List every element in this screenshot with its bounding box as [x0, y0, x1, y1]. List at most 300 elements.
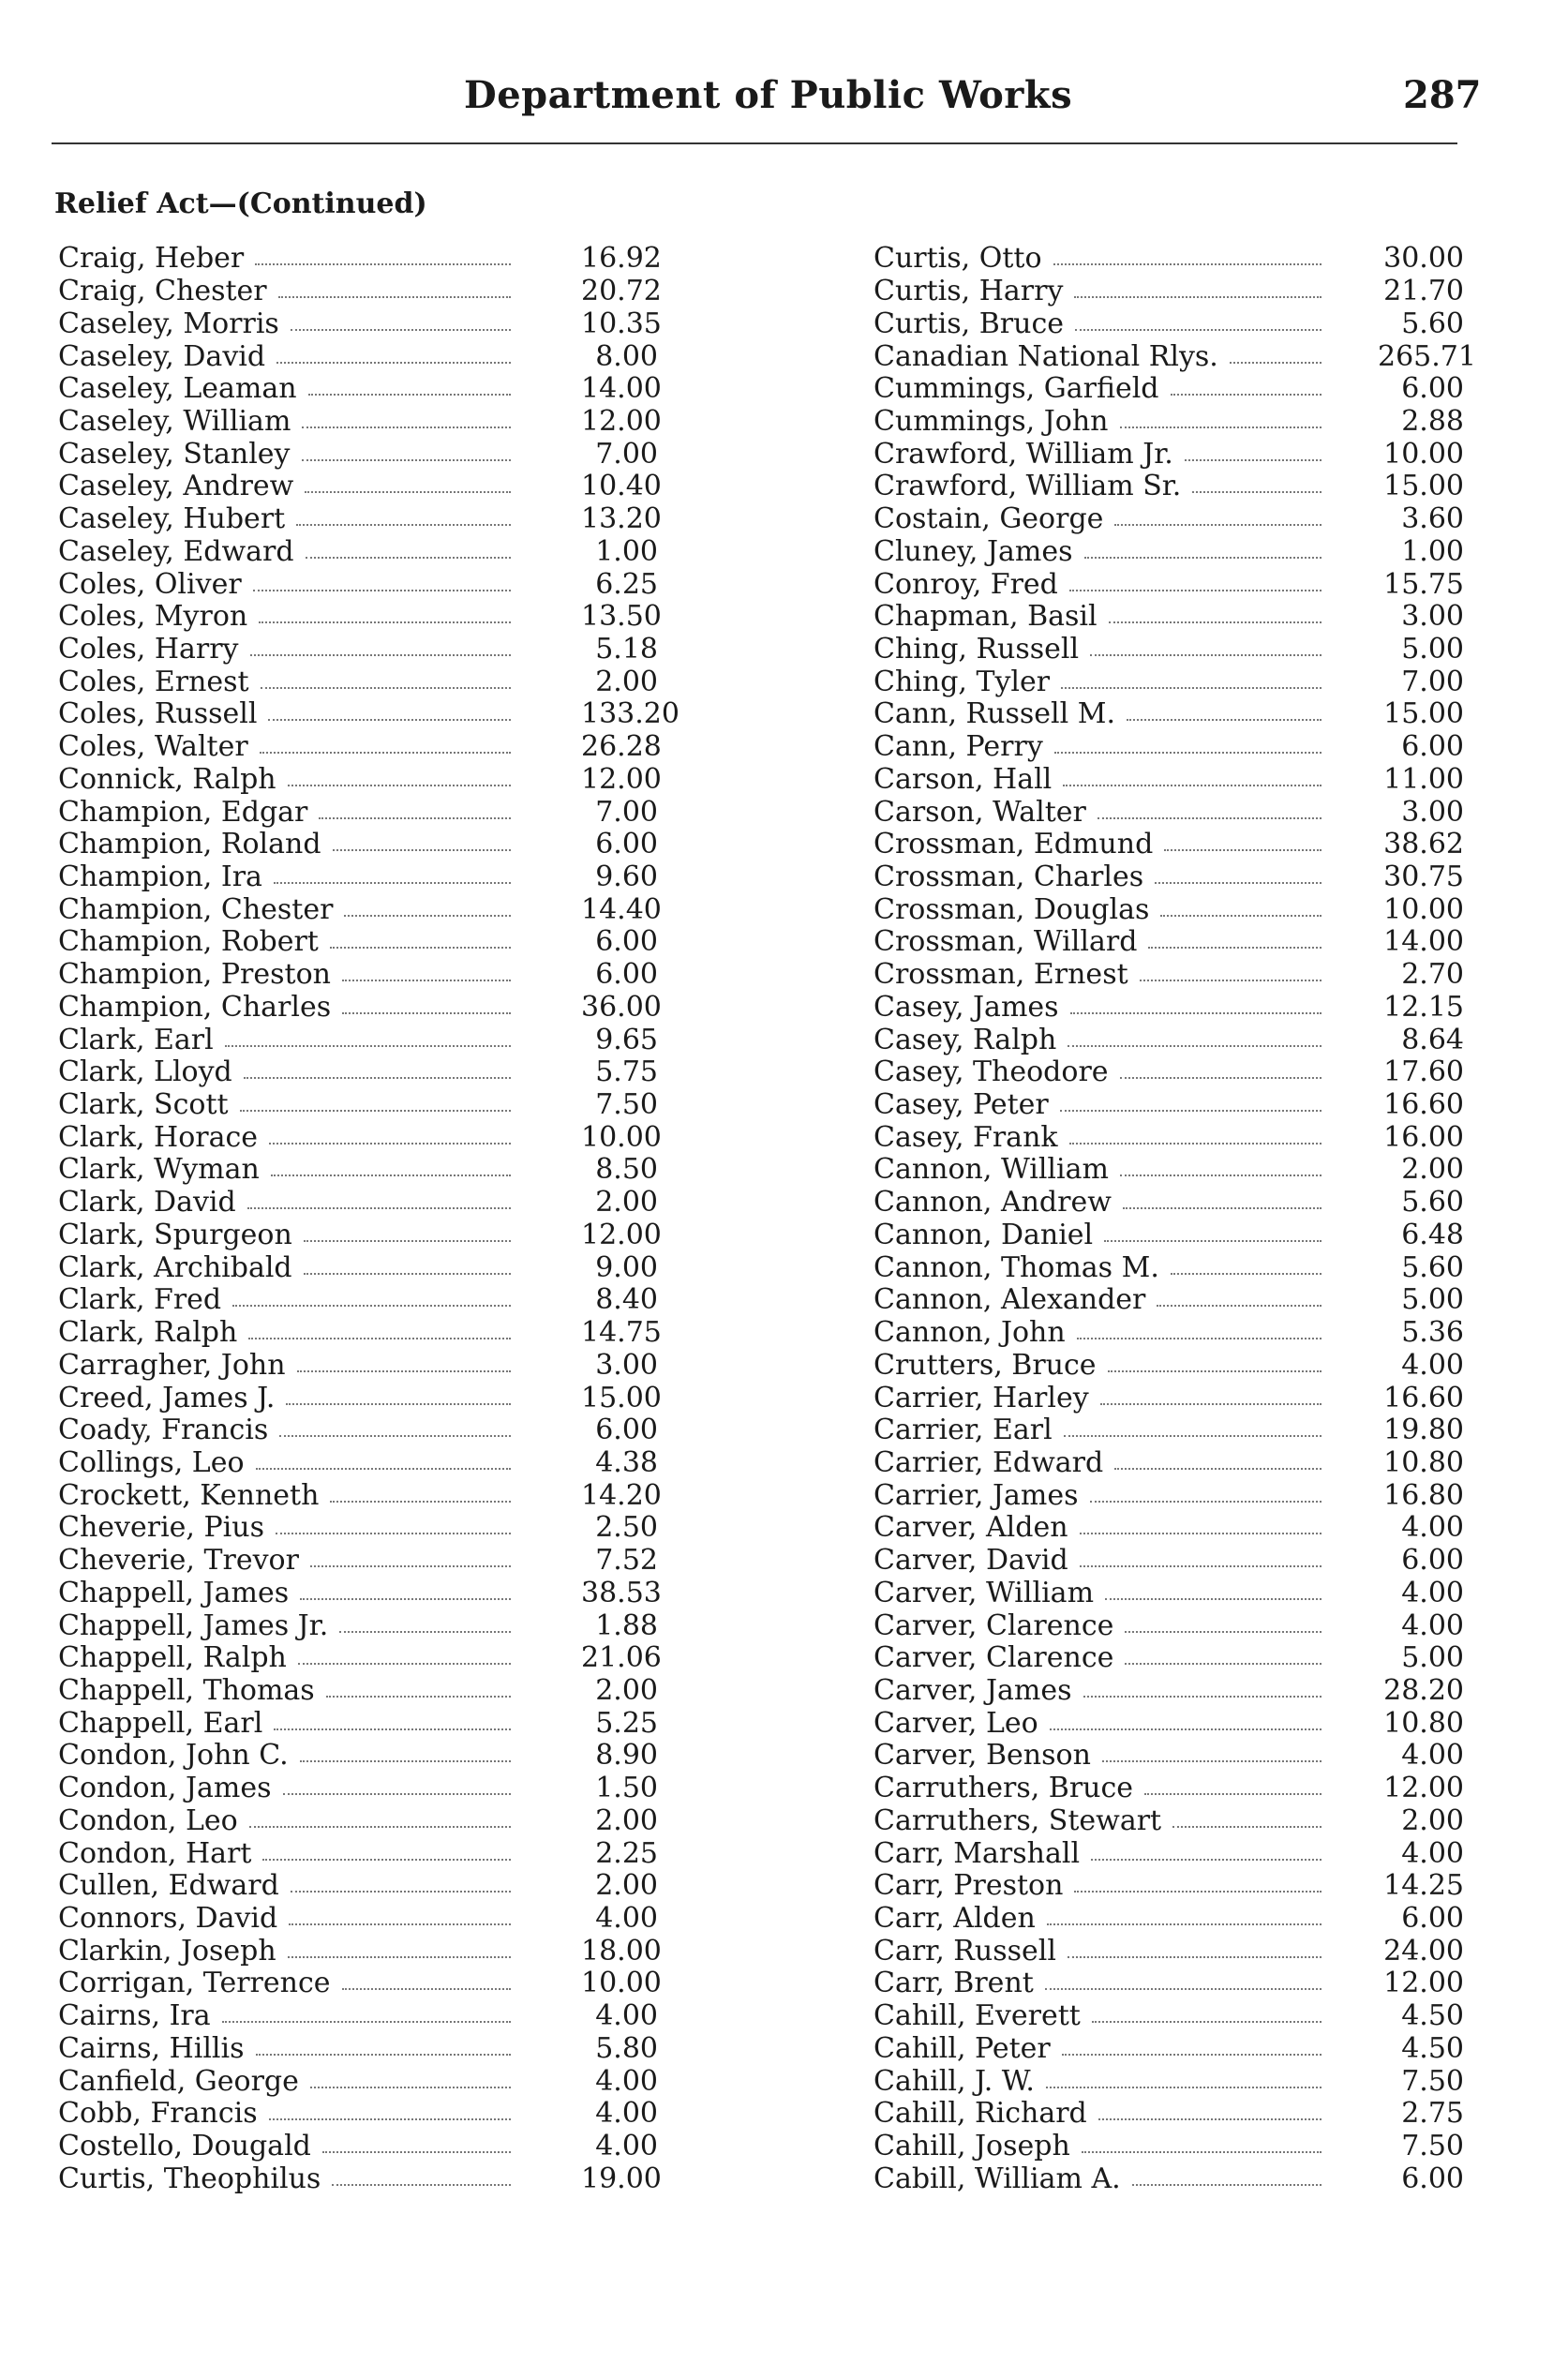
dot-leader: [291, 318, 511, 331]
payment-amount: 5.36: [1401, 1316, 1464, 1350]
payment-amount: 7.00: [595, 795, 658, 829]
dot-leader: [1054, 741, 1322, 754]
payee-name: Carver, Benson: [874, 1739, 1091, 1773]
payee-name: Carver, Leo: [874, 1706, 1038, 1740]
ledger-row: [58, 1447, 658, 1480]
ledger-row: [58, 1934, 662, 1968]
payment-amount: 10.00: [581, 1967, 662, 2000]
payee-name: Carver, David: [874, 1544, 1068, 1578]
dot-leader: [278, 285, 511, 298]
ledger-row: [874, 796, 1464, 829]
ledger-row: [874, 959, 1464, 992]
dot-leader: [310, 2075, 511, 2088]
payee-name: Collings, Leo: [58, 1445, 245, 1479]
payee-name: Condon, James: [58, 1772, 272, 1805]
ledger-row: [58, 1478, 662, 1512]
ledger-row: [58, 959, 658, 992]
payee-name: Champion, Roland: [58, 828, 321, 861]
right-column: [874, 242, 1476, 2195]
payment-amount: 14.25: [1383, 1869, 1464, 1903]
ledger-row: [58, 307, 662, 340]
dot-leader: [1123, 1196, 1322, 1209]
ledger-row: [58, 438, 658, 471]
payment-amount: 3.00: [1401, 600, 1464, 634]
ledger-row: [874, 601, 1464, 634]
payment-amount: 5.25: [595, 1706, 658, 1740]
dot-leader: [276, 351, 511, 364]
dot-leader: [1109, 610, 1322, 623]
ledger-row: [874, 1349, 1464, 1382]
dot-leader: [289, 1912, 511, 1925]
payment-amount: 14.20: [581, 1478, 662, 1512]
payee-name: Cluney, James: [874, 534, 1073, 568]
dot-leader: [1140, 968, 1322, 981]
ledger-row: [874, 1935, 1464, 1968]
ledger-row: [874, 1837, 1464, 1870]
dot-leader: [308, 382, 511, 396]
ledger-row: [58, 2131, 658, 2163]
ledger-row: [58, 1707, 658, 1740]
payment-amount: 16.80: [1383, 1478, 1464, 1512]
dot-leader: [302, 415, 511, 428]
ledger-row: [874, 764, 1464, 797]
dot-leader: [1069, 1131, 1322, 1145]
dot-leader: [1091, 1848, 1322, 1861]
ledger-row: [58, 2098, 658, 2131]
payee-name: Carrier, Edward: [874, 1445, 1104, 1479]
payment-amount: 5.00: [1401, 1641, 1464, 1675]
payment-amount: 4.00: [1401, 1348, 1464, 1382]
payee-name: Caseley, Hubert: [58, 502, 286, 536]
ledger-row: [874, 1545, 1464, 1578]
left-column: [58, 242, 679, 2195]
dot-leader: [244, 1066, 511, 1079]
payee-name: Carr, Russell: [874, 1934, 1056, 1968]
dot-leader: [330, 935, 511, 949]
payment-amount: 18.00: [581, 1934, 662, 1968]
payment-amount: 1.50: [595, 1772, 658, 1805]
payee-name: Cullen, Edward: [58, 1869, 279, 1903]
payee-name: Caseley, Leaman: [58, 372, 297, 406]
payment-amount: 16.60: [1383, 1381, 1464, 1414]
dot-leader: [344, 904, 511, 917]
payment-amount: 15.00: [1383, 697, 1464, 731]
dot-leader: [1092, 2010, 1322, 2023]
payment-amount: 6.00: [1401, 1902, 1464, 1936]
payment-amount: 16.92: [581, 242, 662, 276]
dot-leader: [304, 1229, 511, 1242]
ledger-row: [874, 406, 1464, 439]
section-title: Relief Act—(Continued): [54, 187, 427, 220]
dot-leader: [1064, 1424, 1322, 1437]
dot-leader: [274, 1717, 511, 1730]
dot-leader: [333, 838, 511, 851]
payment-amount: 4.00: [595, 2064, 658, 2098]
ledger-row: [58, 926, 658, 959]
ledger-row: [58, 990, 662, 1025]
dot-leader: [342, 968, 511, 981]
ledger-row: [874, 926, 1464, 959]
payment-amount: 12.00: [1383, 1967, 1464, 2000]
ledger-row: [874, 2000, 1464, 2033]
dot-leader: [1125, 1652, 1322, 1665]
dot-leader: [271, 1163, 511, 1176]
ledger-row: [58, 1089, 658, 1122]
payee-name: Champion, Charles: [58, 990, 332, 1024]
ledger-row: [58, 600, 662, 634]
ledger-row: [874, 471, 1464, 503]
ledger-row: [58, 1154, 658, 1187]
dot-leader: [326, 1684, 511, 1698]
dot-leader: [330, 1489, 511, 1503]
dot-leader: [1120, 1163, 1322, 1176]
ledger-row: [874, 893, 1464, 926]
payee-name: Carver, Alden: [874, 1511, 1068, 1545]
dot-leader: [306, 546, 511, 559]
ledger-row: [874, 731, 1464, 764]
dot-leader: [304, 1262, 511, 1275]
dot-leader: [253, 578, 511, 591]
payee-name: Cobb, Francis: [58, 2097, 258, 2131]
payment-amount: 2.00: [595, 1803, 658, 1837]
ledger-row: [58, 796, 658, 829]
payment-amount: 6.00: [595, 828, 658, 861]
payee-name: Cann, Russell M.: [874, 697, 1115, 731]
payment-amount: 2.00: [1401, 1153, 1464, 1187]
payee-name: Cairns, Hillis: [58, 2031, 245, 2065]
payee-name: Crossman, Douglas: [874, 892, 1150, 926]
payee-name: Carson, Hall: [874, 762, 1053, 796]
ledger-row: [874, 1870, 1464, 1903]
ledger-row: [874, 1740, 1464, 1773]
payee-name: Casey, James: [874, 990, 1059, 1024]
payee-name: Curtis, Bruce: [874, 307, 1064, 340]
ledger-row: [58, 372, 662, 406]
payee-name: Carr, Alden: [874, 1902, 1036, 1936]
dot-leader: [1120, 1066, 1322, 1079]
payment-amount: 11.00: [1383, 762, 1464, 796]
payee-name: Chappell, Ralph: [58, 1641, 287, 1675]
payment-amount: 5.75: [595, 1055, 658, 1089]
ledger-row: [874, 1317, 1464, 1350]
ledger-row: [58, 1576, 662, 1609]
payment-amount: 4.50: [1401, 1999, 1464, 2033]
payee-name: Curtis, Otto: [874, 242, 1042, 276]
ledger-row: [874, 1609, 1464, 1642]
dot-leader: [1100, 1392, 1322, 1405]
payee-name: Condon, Leo: [58, 1803, 238, 1837]
ledger-row: [874, 1805, 1464, 1838]
ledger-row: [874, 1056, 1464, 1089]
payment-amount: 3.00: [1401, 795, 1464, 829]
payee-name: Carver, James: [874, 1673, 1072, 1707]
payee-name: Connors, David: [58, 1902, 278, 1936]
payee-name: Clarkin, Joseph: [58, 1934, 276, 1968]
ledger-row: [874, 1251, 1464, 1284]
payee-name: Chappell, Thomas: [58, 1673, 315, 1707]
payment-amount: 7.50: [595, 1088, 658, 1122]
dot-leader: [1125, 1620, 1322, 1633]
ledger-row: [58, 666, 658, 698]
payee-name: Caseley, William: [58, 404, 291, 438]
payment-amount: 30.75: [1383, 860, 1464, 894]
ledger-row: [58, 1284, 658, 1317]
dot-leader: [1074, 285, 1322, 298]
ledger-row: [874, 307, 1464, 340]
ledger-row: [874, 2162, 1464, 2195]
ledger-row: [874, 1382, 1464, 1414]
payment-amount: 6.00: [595, 925, 658, 959]
payee-name: Craig, Chester: [58, 275, 267, 308]
ledger-row: [874, 2098, 1464, 2131]
dot-leader: [222, 2010, 511, 2023]
payee-name: Cahill, Richard: [874, 2097, 1087, 2131]
ledger-row: [58, 1773, 658, 1805]
dot-leader: [256, 2042, 511, 2056]
payee-name: Cannon, William: [874, 1153, 1109, 1187]
dot-leader: [297, 1359, 511, 1372]
payee-name: Carrier, Earl: [874, 1414, 1053, 1447]
payment-amount: 10.35: [581, 307, 662, 340]
payee-name: Cabill, William A.: [874, 2162, 1121, 2195]
payee-name: Clark, Wyman: [58, 1153, 260, 1187]
payment-amount: 5.60: [1401, 1250, 1464, 1284]
ledger-row: [874, 2131, 1464, 2163]
dot-leader: [1070, 1001, 1322, 1014]
ledger-row: [874, 698, 1464, 731]
payment-amount: 10.00: [581, 1120, 662, 1154]
payee-name: Clark, Scott: [58, 1088, 229, 1122]
payment-amount: 8.40: [595, 1283, 658, 1317]
payment-amount: 6.00: [595, 958, 658, 992]
header-rule: [52, 142, 1457, 144]
ledger-row: [874, 1154, 1464, 1187]
dot-leader: [250, 643, 511, 656]
payment-amount: 13.50: [581, 600, 662, 634]
payment-amount: 28.20: [1383, 1673, 1464, 1707]
dot-leader: [305, 480, 511, 493]
payment-amount: 6.25: [595, 567, 658, 601]
payment-amount: 1.00: [595, 534, 658, 568]
dot-leader: [1090, 1489, 1322, 1503]
ledger-row: [58, 2065, 658, 2098]
dot-leader: [1060, 1099, 1322, 1112]
payment-amount: 2.75: [1401, 2097, 1464, 2131]
ledger-row: [58, 2000, 658, 2033]
ledger-row: [58, 1512, 658, 1545]
payee-name: Carruthers, Bruce: [874, 1772, 1134, 1805]
payee-name: Crossman, Willard: [874, 925, 1138, 959]
dot-leader: [1068, 1034, 1322, 1047]
page-number: 287: [1403, 73, 1482, 117]
ledger-row: [58, 1740, 658, 1773]
payee-name: Clark, Archibald: [58, 1250, 292, 1284]
ledger-row: [58, 275, 662, 308]
payment-amount: 6.48: [1401, 1218, 1464, 1251]
dot-leader: [1144, 1782, 1322, 1795]
payment-amount: 7.50: [1401, 2064, 1464, 2098]
ledger-row: [874, 1773, 1464, 1805]
ledger-row: [58, 1903, 658, 1936]
ledger-row: [58, 2162, 662, 2195]
ledger-row: [874, 1121, 1464, 1154]
payment-amount: 7.50: [1401, 2130, 1464, 2163]
payment-amount: 4.00: [595, 2097, 658, 2131]
dot-leader: [300, 1749, 511, 1762]
payee-name: Conroy, Fred: [874, 567, 1058, 601]
payment-amount: 10.80: [1383, 1445, 1464, 1479]
ledger-row: [58, 2033, 658, 2066]
payee-name: Champion, Chester: [58, 892, 334, 926]
payment-amount: 8.64: [1401, 1023, 1464, 1056]
payee-name: Cannon, Alexander: [874, 1283, 1146, 1317]
payee-name: Curtis, Harry: [874, 275, 1064, 308]
payment-amount: 8.90: [595, 1739, 658, 1773]
payee-name: Crossman, Edmund: [874, 828, 1154, 861]
payee-name: Coles, Russell: [58, 697, 258, 731]
payee-name: Crutters, Bruce: [874, 1348, 1097, 1382]
ledger-row: [874, 1903, 1464, 1936]
dot-leader: [342, 1001, 511, 1014]
payment-amount: 2.00: [595, 1673, 658, 1707]
dot-leader: [1045, 1977, 1322, 1990]
ledger-row: [874, 503, 1464, 536]
payment-amount: 5.60: [1401, 307, 1464, 340]
payment-amount: 4.00: [1401, 1739, 1464, 1773]
payment-amount: 2.70: [1401, 958, 1464, 992]
payment-amount: 8.50: [595, 1153, 658, 1187]
ledger-row: [58, 1381, 662, 1414]
payment-amount: 21.06: [581, 1641, 662, 1675]
payment-amount: 6.00: [1401, 372, 1464, 406]
ledger-row: [58, 1641, 662, 1675]
ledger-row: [58, 1805, 658, 1838]
ledger-row: [874, 1284, 1464, 1317]
dot-leader: [240, 1099, 511, 1112]
payee-name: Carragher, John: [58, 1348, 286, 1382]
payee-name: Cahill, Joseph: [874, 2130, 1070, 2163]
payment-amount: 9.65: [595, 1023, 658, 1056]
payee-name: Condon, John C.: [58, 1739, 289, 1773]
ledger-row: [874, 1447, 1464, 1480]
ledger-row: [58, 1187, 658, 1219]
ledger-row: [58, 861, 658, 894]
page-header: [0, 73, 1568, 129]
payment-amount: 16.60: [1383, 1088, 1464, 1122]
ledger-row: [58, 404, 662, 439]
ledger-row: [58, 1218, 662, 1252]
payee-name: Caseley, Morris: [58, 307, 279, 340]
dot-leader: [1148, 935, 1322, 949]
dot-leader: [342, 1977, 511, 1990]
ledger-row: [58, 1675, 658, 1708]
payment-amount: 19.00: [581, 2162, 662, 2195]
payee-name: Caseley, Andrew: [58, 470, 294, 503]
payment-amount: 4.00: [595, 1999, 658, 2033]
payee-name: Cahill, Peter: [874, 2031, 1051, 2065]
payment-amount: 2.25: [595, 1836, 658, 1870]
ledger-row: [58, 762, 662, 797]
payee-name: Cann, Perry: [874, 730, 1043, 764]
payee-name: Carver, Clarence: [874, 1641, 1114, 1675]
ledger-row: [58, 502, 662, 536]
payment-amount: 4.00: [1401, 1836, 1464, 1870]
dot-leader: [291, 1879, 511, 1893]
payment-amount: 12.00: [1383, 1772, 1464, 1805]
dot-leader: [1074, 1879, 1322, 1893]
payee-name: Crawford, William Jr.: [874, 437, 1173, 471]
ledger-row: [874, 1577, 1464, 1609]
payment-amount: 2.50: [595, 1511, 658, 1545]
payee-name: Carr, Preston: [874, 1869, 1064, 1903]
payee-name: Casey, Theodore: [874, 1055, 1109, 1089]
payment-amount: 4.38: [595, 1445, 658, 1479]
dot-leader: [1082, 2140, 1322, 2153]
dot-leader: [247, 1196, 511, 1209]
payee-name: Carrier, James: [874, 1478, 1079, 1512]
payee-name: Coles, Myron: [58, 600, 248, 634]
payment-amount: 36.00: [581, 990, 662, 1024]
dot-leader: [262, 1848, 511, 1861]
payee-name: Clark, Horace: [58, 1120, 259, 1154]
payee-name: Coles, Harry: [58, 632, 239, 666]
payee-name: Cahill, Everett: [874, 1999, 1081, 2033]
payee-name: Carr, Marshall: [874, 1836, 1081, 1870]
payee-name: Champion, Robert: [58, 925, 319, 959]
payment-amount: 8.00: [595, 339, 658, 373]
ledger-row: [874, 276, 1464, 308]
payment-amount: 15.00: [1383, 470, 1464, 503]
ledger-row: [874, 243, 1464, 276]
dot-leader: [1050, 1717, 1322, 1730]
ledger-row: [58, 568, 658, 601]
ledger-row: [58, 1967, 662, 2000]
ledger-row: [58, 340, 658, 373]
ledger-row: [874, 535, 1464, 568]
payment-amount: 7.00: [595, 437, 658, 471]
dot-leader: [256, 1457, 511, 1470]
dot-leader: [1104, 1229, 1322, 1242]
dot-leader: [1061, 676, 1322, 689]
dot-leader: [248, 1326, 511, 1339]
payee-name: Caseley, Edward: [58, 534, 294, 568]
ledger-row: [58, 1870, 658, 1903]
ledger-row: [874, 1512, 1464, 1545]
payee-name: Ching, Tyler: [874, 665, 1051, 698]
payee-name: Cannon, Thomas M.: [874, 1250, 1159, 1284]
dot-leader: [232, 1294, 511, 1307]
ledger-row: [874, 666, 1464, 698]
ledger-row: [874, 829, 1464, 861]
ledger-row: [874, 438, 1464, 471]
payee-name: Canadian National Rlys.: [874, 339, 1218, 373]
ledger-row: [874, 1968, 1464, 2000]
payee-name: Cummings, John: [874, 404, 1109, 438]
dot-leader: [225, 1034, 511, 1047]
payee-name: Cannon, Andrew: [874, 1186, 1112, 1219]
dot-leader: [1172, 1815, 1322, 1828]
payee-name: Crockett, Kenneth: [58, 1478, 320, 1512]
payment-amount: 4.50: [1401, 2031, 1464, 2065]
ledger-row: [874, 373, 1464, 406]
payee-name: Crawford, William Sr.: [874, 470, 1182, 503]
payee-name: Coady, Francis: [58, 1414, 269, 1447]
payment-amount: 14.00: [1383, 925, 1464, 959]
payee-name: Corrigan, Terrence: [58, 1967, 331, 2000]
dot-leader: [274, 871, 511, 884]
dot-leader: [1120, 415, 1322, 428]
payee-name: Chappell, Earl: [58, 1706, 263, 1740]
